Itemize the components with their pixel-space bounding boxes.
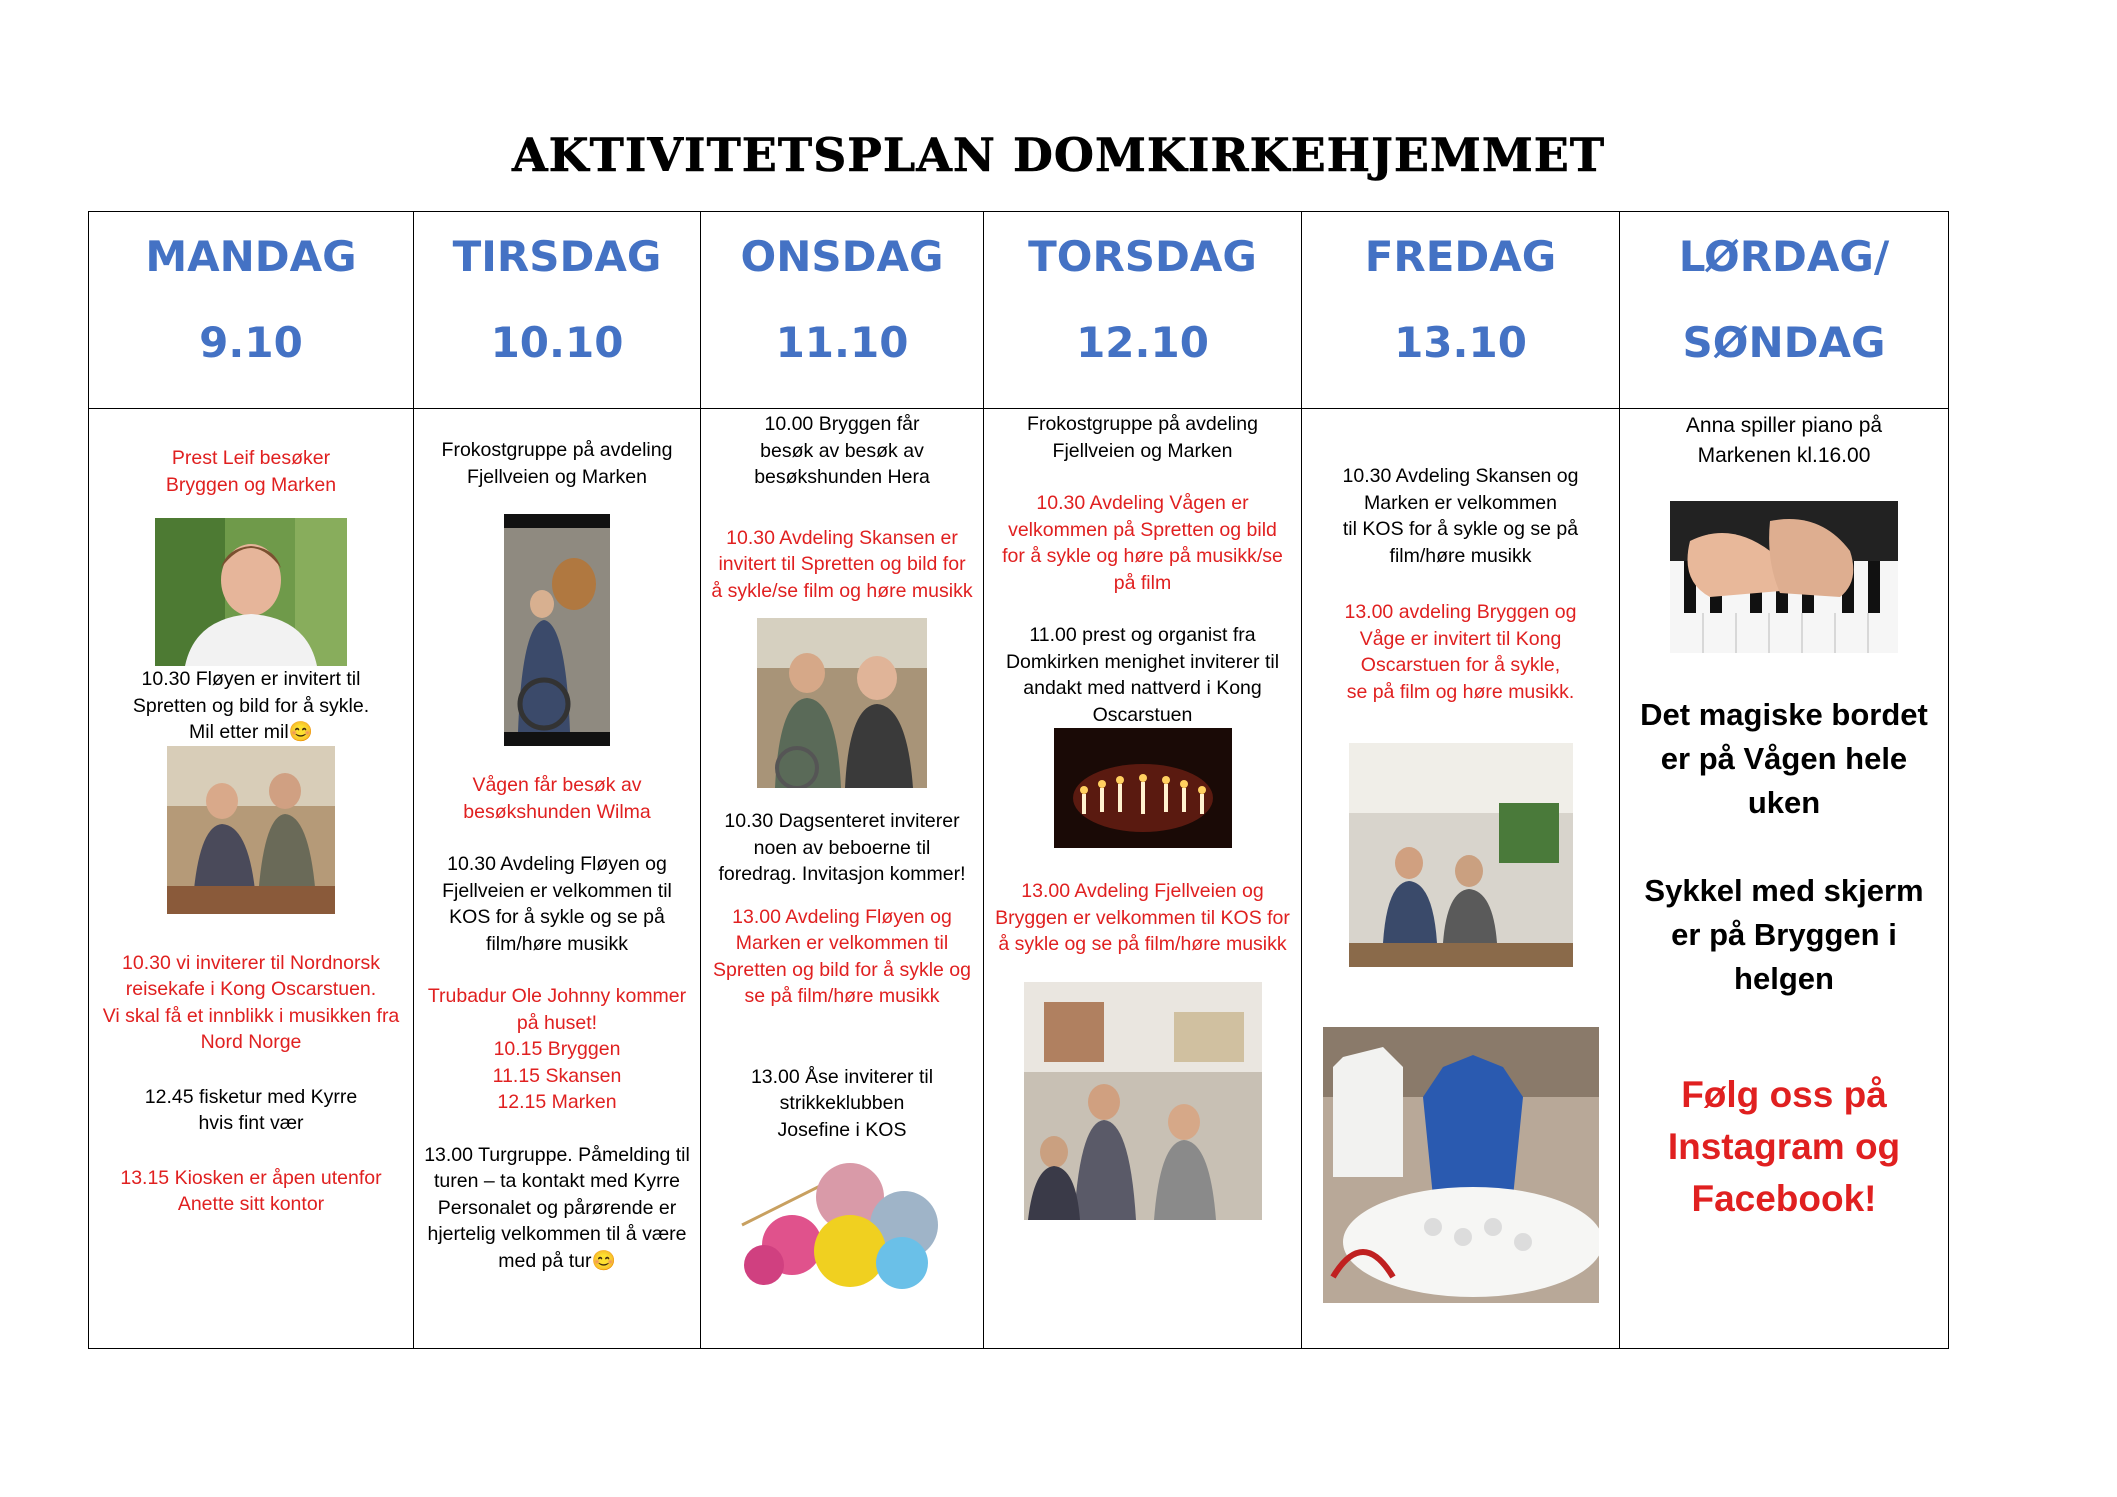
day-name: FREDAG — [1364, 232, 1557, 281]
day-name: TIRSDAG — [452, 232, 662, 281]
column-thursday — [984, 409, 1302, 1349]
column-monday — [89, 409, 414, 1349]
event-breakfast-group: Frokostgruppe på avdeling Fjellveien og Marken — [1027, 413, 1258, 462]
event-skansen-spretten: 10.30 Avdeling Skansen er invitert til Spretten og bild for å sykle/se film og høre musikk — [711, 526, 973, 602]
header-monday — [89, 212, 414, 409]
social-media-callout: Følg oss på Instagram og Facebook! — [1667, 1074, 1901, 1219]
event-dog-wilma: Vågen får besøk av besøkshunden Wilma — [463, 774, 651, 823]
event-skansen-marken-kos: 10.30 Avdeling Skansen og Marken er velkommen til KOS for å sykle og se på film/høre musikk — [1342, 465, 1579, 567]
priest-photo — [155, 518, 347, 666]
notice-magic-table: Det magiske bordet er på Vågen hele uken — [1640, 697, 1928, 820]
residents-photo — [167, 746, 335, 914]
day-date: 9.10 — [199, 318, 303, 367]
header-wednesday — [701, 212, 984, 409]
event-day-center-lecture: 10.30 Dagsenteret inviterer noen av beboerne til foredrag. Invitasjon kommer! — [718, 810, 966, 885]
day-date: 13.10 — [1394, 318, 1527, 367]
day-name: ONSDAG — [740, 232, 944, 281]
header-thursday — [984, 212, 1302, 409]
event-nordnorsk-cafe: 10.30 vi inviterer til Nordnorsk reisekafe i Kong Oscarstuen. Vi skal få et innblikk i musikken fra Nord Norge — [102, 951, 400, 1053]
event-priest-visit: Prest Leif besøker Bryggen og Marken — [165, 447, 337, 496]
day-date: SØNDAG — [1682, 318, 1886, 367]
column-weekend — [1620, 409, 1949, 1349]
event-floyen-marken-spretten: 13.00 Avdeling Fløyen og Marken er velkommen til Spretten og bild for å sykle og se på film/høre musikk — [713, 905, 971, 1007]
visiting-dog-photo — [504, 514, 610, 746]
event-knitting-club: 13.00 Åse inviterer til strikkeklubben Josefine i KOS — [750, 1065, 934, 1141]
event-floyen-cycling: 10.30 Fløyen er invitert til Spretten og bild for å sykle. Mil etter mil😊 — [132, 668, 370, 743]
event-bryggen-vage-oscarstuen: 13.00 avdeling Bryggen og Våge er invitert til Kong Oscarstuen for å sykle, se på film og høre musikk. — [1344, 601, 1577, 703]
event-walking-group: 13.00 Turgruppe. Påmelding til turen – ta kontakt med Kyrre Personalet og pårørende er hjertelig velkommen til å være med på tur😊 — [424, 1143, 690, 1272]
cafe-photo — [1349, 743, 1573, 967]
event-vagen-spretten: 10.30 Avdeling Vågen er velkommen på Spretten og bild for å sykle og høre på musikk/se på film — [1002, 492, 1283, 594]
piano-hands-photo — [1670, 501, 1898, 653]
page-title: AKTIVITETSPLAN DOMKIRKEHJEMMET — [511, 128, 1606, 182]
event-troubadour: Trubadur Ole Johnny kommer på huset! 10.15 Bryggen 11.15 Skansen 12.15 Marken — [427, 985, 687, 1113]
residents-party-photo — [757, 618, 927, 788]
column-friday — [1302, 409, 1620, 1349]
activity-table — [88, 211, 1949, 1349]
day-date: 10.10 — [490, 318, 624, 367]
day-date: 11.10 — [775, 318, 909, 367]
event-fishing-trip: 12.45 fisketur med Kyrre hvis fint vær — [144, 1085, 358, 1134]
day-name: TORSDAG — [1028, 232, 1257, 281]
candles-photo — [1054, 728, 1232, 848]
yarn-balls-image — [732, 1155, 952, 1291]
header-friday — [1302, 212, 1620, 409]
gathering-photo — [1024, 982, 1262, 1220]
day-date: 12.10 — [1076, 318, 1209, 367]
header-tuesday — [414, 212, 701, 409]
notice-bike-screen: Sykkel med skjerm er på Bryggen i helgen — [1644, 873, 1924, 996]
race-to-celebrate-table-photo — [1323, 1027, 1599, 1303]
event-piano-concert: Anna spiller piano på Markenen kl.16.00 — [1685, 414, 1883, 467]
event-breakfast-group: Frokostgruppe på avdeling Fjellveien og Marken — [441, 439, 673, 488]
column-wednesday — [701, 409, 984, 1349]
day-name: MANDAG — [145, 232, 357, 281]
column-tuesday — [414, 409, 701, 1349]
event-communion-service: 11.00 prest og organist fra Domkirken menighet inviterer til andakt med nattverd i Kong Oscarstuen — [1005, 624, 1280, 726]
event-dog-hera: 10.00 Bryggen får besøk av besøk av besøkshunden Hera — [754, 413, 930, 488]
event-floyen-fjellveien-kos: 10.30 Avdeling Fløyen og Fjellveien er velkommen til KOS for å sykle og se på film/høre musikk — [442, 853, 672, 955]
event-kiosk-open: 13.15 Kiosken er åpen utenfor Anette sitt kontor — [120, 1166, 382, 1215]
event-fjellveien-bryggen-kos: 13.00 Avdeling Fjellveien og Bryggen er velkommen til KOS for å sykle og se på film/høre musikk — [995, 880, 1290, 955]
header-weekend — [1620, 212, 1949, 409]
day-name: LØRDAG/ — [1678, 232, 1890, 281]
